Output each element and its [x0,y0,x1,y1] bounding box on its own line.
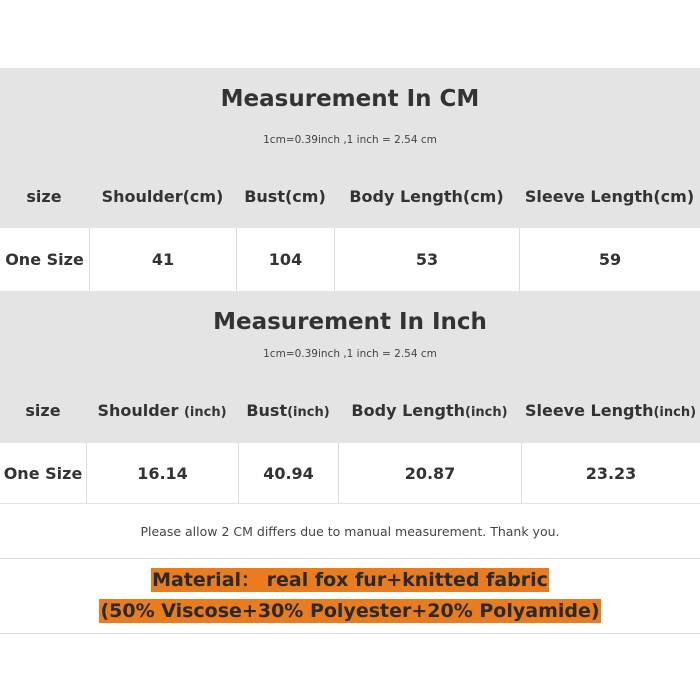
measurement-disclaimer: Please allow 2 CM differs due to manual measurement. Thank you. [140,524,560,539]
table-bottom-divider [0,503,700,504]
inch-header-body-length [338,401,521,420]
cm-header-bust: Bust(cm) [244,187,326,206]
material-line-1 [0,565,700,592]
cm-header-block [0,68,700,228]
material-bottom-divider [0,633,700,634]
inch-header-body-length-unit: (inch) [465,405,508,420]
inch-header-sleeve-length [521,401,700,420]
cm-header-body-length: Body Length(cm) [349,187,504,206]
cm-cell-body-length: 53 [334,228,519,291]
inch-header-bust-label: Bust [246,401,288,420]
material-highlight-1: Material： real fox fur+knitted fabric [152,569,548,591]
inch-cell-body-length: 20.87 [338,443,521,503]
inch-section-title: Measurement In Inch [213,309,487,335]
cm-cell-bust: 104 [236,228,334,291]
cm-conversion-note: 1cm=0.39inch ,1 inch = 2.54 cm [263,134,437,146]
inch-header-bust [238,401,338,420]
inch-header-shoulder [86,401,238,420]
inch-header-bust-unit: (inch) [287,405,330,420]
cm-header-sleeve-length: Sleeve Length(cm) [524,187,695,206]
inch-cell-size: One Size [3,463,83,483]
cm-cell-sleeve-length: 59 [519,228,700,291]
inch-header-shoulder-label: Shoulder [97,401,184,420]
cm-table-row [0,228,700,291]
cm-section-title: Measurement In CM [220,86,480,112]
inch-cell-shoulder: 16.14 [86,443,238,503]
inch-header-size: size [25,401,61,420]
material-line-2 [0,600,700,622]
inch-table-row [0,443,700,503]
inch-cell-bust: 40.94 [238,443,338,503]
inch-header-shoulder-unit: (inch) [183,405,227,420]
material-top-divider [0,558,700,559]
cm-cell-size: One Size [5,250,84,269]
inch-cell-sleeve-length: 23.23 [521,443,700,503]
inch-header-sleeve-length-unit: (inch) [653,405,697,420]
cm-header-shoulder: Shoulder(cm) [101,187,224,206]
inch-header-sleeve-length-label: Sleeve Length [524,401,654,420]
material-highlight-2: (50% Viscose+30% Polyester+20% Polyamide) [100,600,600,622]
inch-header-body-length-label: Body Length [351,401,465,420]
cm-cell-shoulder: 41 [89,228,236,291]
inch-conversion-note: 1cm=0.39inch ,1 inch = 2.54 cm [263,348,437,360]
cm-header-size: size [26,187,62,206]
inch-header-block [0,291,700,443]
